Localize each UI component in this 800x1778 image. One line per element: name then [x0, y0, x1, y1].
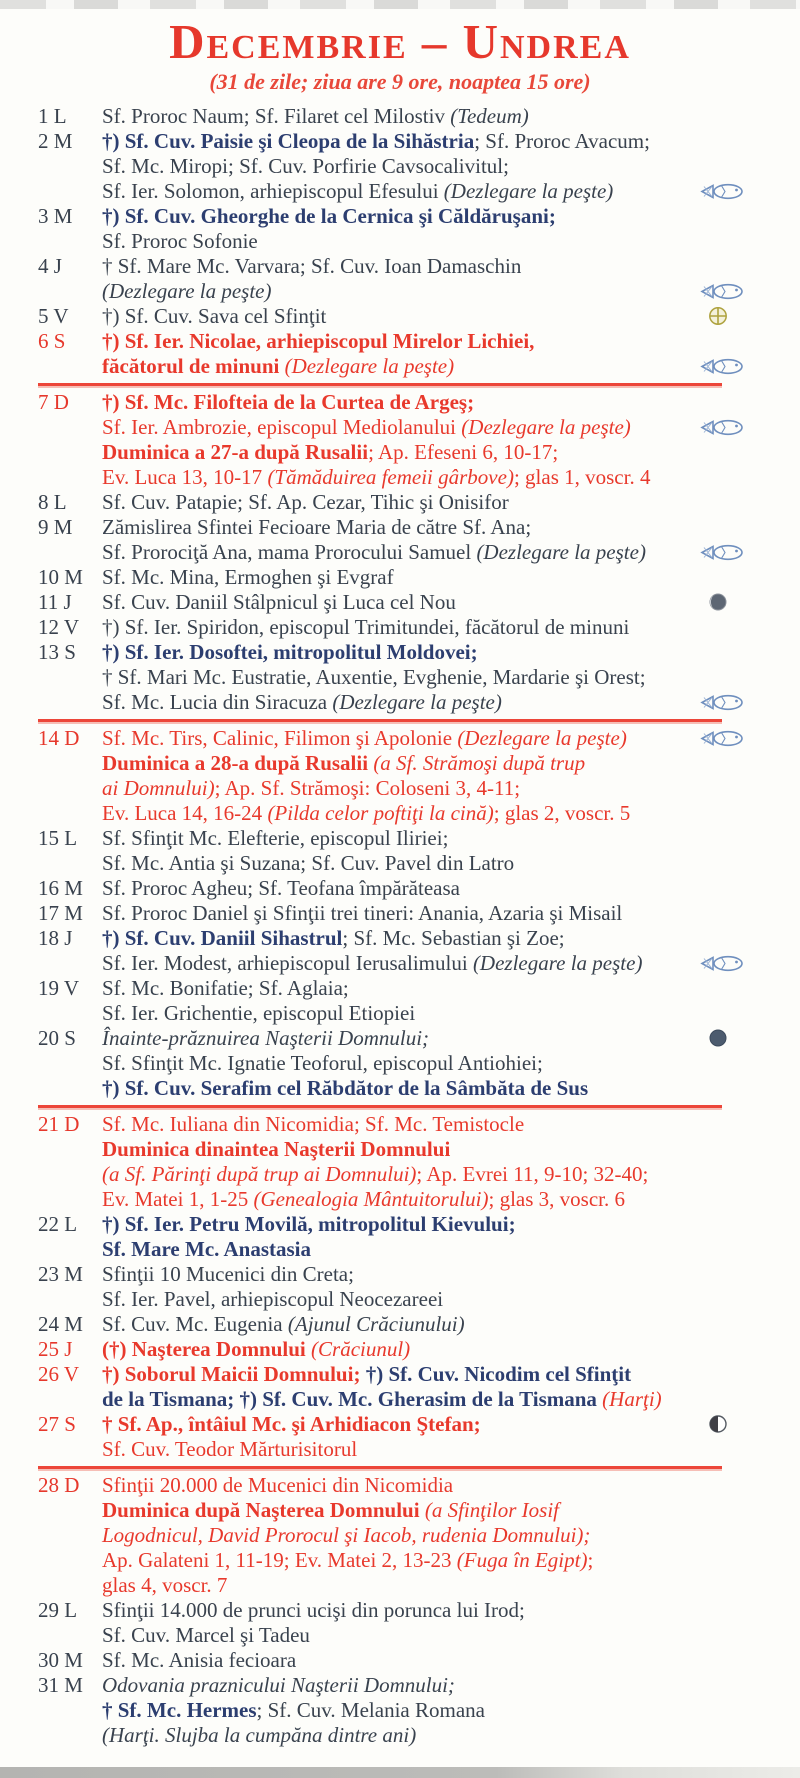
entry-text: Sf. Proroc Agheu; Sf. Teofana împărăteasa: [102, 876, 460, 900]
entry-text: (Genealogia Mântuitorului): [253, 1187, 489, 1211]
last-quarter-moon-icon: [708, 592, 728, 612]
day-entries: [102, 1648, 800, 1673]
calendar-day-row: [0, 1648, 800, 1673]
day-entries: [102, 1026, 800, 1101]
entry-text: †) Sf. Ier. Petru Movilă, mitropolitul Kievului;: [102, 1212, 516, 1236]
day-entries: [102, 304, 800, 329]
fish-icon: [700, 418, 746, 437]
entry-text: Sf. Mc. Bonifatie; Sf. Aglaia;: [102, 976, 349, 1000]
entry-line: [102, 1473, 760, 1498]
entry-line: [102, 690, 760, 715]
calendar-day-row: [0, 490, 800, 515]
entry-text: † Sf. Ap., întâiul Mc. şi Arhidiacon Ştefan;: [102, 1412, 481, 1436]
entry-text: Duminica dinaintea Naşterii Domnului: [102, 1137, 451, 1161]
entry-text: Ev. Luca 14, 16-24: [102, 801, 268, 825]
entry-line: [102, 1723, 760, 1748]
entry-line: [102, 565, 760, 590]
entry-text: Sf. Prorociţă Ana, mama Prorocului Samuel: [102, 540, 477, 564]
calendar-day-row: [0, 1312, 800, 1337]
day-number-label: 24 M: [38, 1312, 83, 1336]
day-number-label: 23 M: [38, 1262, 83, 1286]
entry-text: Ev. Luca 13, 10-17: [102, 465, 268, 489]
calendar-day-row: [0, 1598, 800, 1648]
day-entries: [102, 1212, 800, 1262]
day-entries: [102, 1312, 800, 1337]
entry-text: ; Ap. Sf. Strămoşi: Coloseni 3, 4-11;: [214, 776, 521, 800]
entry-text: †) Sf. Cuv. Serafim cel Răbdător de la Sâmbăta de Sus: [102, 1076, 589, 1100]
entry-text: (Harţi): [602, 1387, 662, 1411]
calendar-day-row: [0, 1412, 800, 1462]
calendar-day-row: [0, 129, 800, 204]
entry-line: [102, 1387, 760, 1412]
entry-text: (Crăciunul): [311, 1337, 411, 1361]
calendar-day-row: [0, 1112, 800, 1212]
calendar-day-row: [0, 204, 800, 254]
entry-text: (Dezlegare la peşte): [102, 279, 272, 303]
entry-line: [102, 154, 760, 179]
day-entries: [102, 515, 800, 565]
entry-text: (Pilda celor poftiţi la cină): [267, 801, 494, 825]
entry-text: Sf. Ier. Modest, arhiepiscopul Ierusalimului: [102, 951, 473, 975]
entry-line: [102, 1523, 760, 1548]
entry-line: [102, 1698, 760, 1723]
page-top-edge-artifact: [0, 0, 800, 9]
entry-line: [102, 1187, 760, 1212]
entry-line: [102, 1673, 760, 1698]
day-number-label: 9 M: [38, 515, 73, 539]
calendar-rows: [0, 104, 800, 1748]
calendar-day-row: [0, 901, 800, 926]
fish-icon: [700, 282, 746, 301]
entry-text: ; Sf. Cuv. Melania Romana: [256, 1698, 485, 1722]
calendar-day-row: [0, 826, 800, 876]
entry-line: [102, 229, 760, 254]
sunday-separator-rule: [38, 383, 722, 386]
day-number-label: 1 L: [38, 104, 67, 128]
entry-text: † Sf. Mc. Hermes: [102, 1698, 257, 1722]
entry-text: (Dezlegare la peşte): [461, 415, 631, 439]
fish-icon: [700, 357, 746, 376]
day-number-label: 10 M: [38, 565, 83, 589]
entry-line: [102, 776, 760, 801]
day-entries: [102, 615, 800, 640]
day-number-label: 4 J: [38, 254, 62, 278]
entry-text: ; glas 2, voscr. 5: [493, 801, 631, 825]
entry-text: ai Domnului): [102, 776, 215, 800]
entry-text: (a Sf. Strămoşi după trup: [373, 751, 586, 775]
entry-line: [102, 1137, 760, 1162]
entry-text: ; glas 3, voscr. 6: [488, 1187, 626, 1211]
day-number-label: 13 S: [38, 640, 76, 664]
entry-line: [102, 329, 760, 354]
entry-text: Sf. Proroc Sofonie: [102, 229, 258, 253]
day-number-label: 26 V: [38, 1362, 80, 1386]
day-number-label: 27 S: [38, 1412, 76, 1436]
entry-text: †) Sf. Ier. Dosoftei, mitropolitul Moldovei;: [102, 640, 478, 664]
day-number-label: 5 V: [38, 304, 69, 328]
calendar-day-row: [0, 926, 800, 976]
entry-line: [102, 279, 760, 304]
entry-line: [102, 204, 760, 229]
entry-text: Sfinţii 10 Mucenici din Creta;: [102, 1262, 354, 1286]
entry-line: [102, 1162, 760, 1187]
entry-text: Sf. Mc. Anisia fecioara: [102, 1648, 297, 1672]
calendar-day-row: [0, 1212, 800, 1262]
entry-line: [102, 1598, 760, 1623]
entry-line: [102, 1573, 760, 1598]
entry-line: [102, 1112, 760, 1137]
entry-text: Sf. Cuv. Marcel şi Tadeu: [102, 1623, 310, 1647]
entry-line: [102, 1051, 760, 1076]
calendar-day-row: [0, 390, 800, 490]
entry-text: †) Sf. Cuv. Sava cel Sfinţit: [102, 304, 327, 328]
fish-icon: [700, 182, 746, 201]
day-number-label: 14 D: [38, 726, 80, 750]
month-subtitle: (31 de zile; ziua are 9 ore, noaptea 15 ore): [209, 69, 591, 94]
entry-text: ; Ap. Efeseni 6, 10-17;: [368, 440, 559, 464]
entry-line: [102, 901, 760, 926]
new-moon-icon: [708, 1028, 728, 1048]
entry-text: (Dezlegare la peşte): [457, 726, 627, 750]
calendar-day-row: [0, 1262, 800, 1312]
entry-line: [102, 465, 760, 490]
calendar-day-row: [0, 1026, 800, 1101]
day-entries: [102, 1673, 800, 1748]
entry-line: [102, 726, 760, 751]
day-entries: [102, 976, 800, 1026]
entry-text: glas 4, voscr. 7: [102, 1573, 228, 1597]
day-entries: [102, 1362, 800, 1412]
entry-line: [102, 415, 760, 440]
entry-line: [102, 179, 760, 204]
entry-text: Duminica a 27-a după Rusalii: [102, 440, 369, 464]
day-number-label: 28 D: [38, 1473, 80, 1497]
calendar-day-row: [0, 590, 800, 615]
day-entries: [102, 726, 800, 826]
entry-text: Sf. Ier. Pavel, arhiepiscopul Neocezareei: [102, 1287, 444, 1311]
day-number-label: 15 L: [38, 826, 78, 850]
entry-text: Sf. Mc. Iuliana din Nicomidia; Sf. Mc. Temistocle: [102, 1112, 525, 1136]
calendar-day-row: [0, 104, 800, 129]
entry-line: [102, 1237, 760, 1262]
entry-text: Sf. Sfinţit Mc. Ignatie Teoforul, episcopul Antiohiei;: [102, 1051, 543, 1075]
entry-text: Ap. Galateni 1, 11-19; Ev. Matei 2, 13-23: [102, 1548, 457, 1572]
calendar-day-row: [0, 329, 800, 379]
entry-text: Ev. Matei 1, 1-25: [102, 1187, 254, 1211]
day-number-label: 6 S: [38, 329, 66, 353]
day-number-label: 12 V: [38, 615, 80, 639]
day-entries: [102, 901, 800, 926]
entry-text: Sf. Mc. Miropi; Sf. Cuv. Porfirie Cavsocalivitul;: [102, 154, 509, 178]
day-number-label: 25 J: [38, 1337, 73, 1361]
sunday-separator-rule: [38, 719, 722, 722]
entry-line: [102, 1212, 760, 1237]
entry-line: [102, 1312, 760, 1337]
entry-text: Sf. Ier. Solomon, arhiepiscopul Efesului: [102, 179, 444, 203]
entry-line: [102, 1076, 760, 1101]
entry-line: [102, 640, 760, 665]
day-entries: [102, 254, 800, 304]
sunday-separator-rule: [38, 1466, 722, 1469]
first-quarter-moon-icon: [708, 1414, 728, 1434]
entry-text: Duminica a 28-a după Rusalii: [102, 751, 374, 775]
day-number-label: 29 L: [38, 1598, 78, 1622]
entry-text: ; glas 1, voscr. 4: [513, 465, 651, 489]
day-number-label: 18 J: [38, 926, 73, 950]
entry-line: [102, 851, 760, 876]
entry-line: [102, 665, 760, 690]
entry-line: [102, 1623, 760, 1648]
day-entries: [102, 876, 800, 901]
entry-text: Sf. Cuv. Teodor Mărturisitorul: [102, 1437, 358, 1461]
entry-text: Sf. Mare Mc. Anastasia: [102, 1237, 312, 1261]
entry-text: ; Ap. Evrei 11, 9-10; 32-40;: [416, 1162, 649, 1186]
entry-line: [102, 826, 760, 851]
entry-text: Sf. Ier. Ambrozie, episcopul Mediolanului: [102, 415, 462, 439]
day-number-label: 31 M: [38, 1673, 83, 1697]
calendar-day-row: [0, 726, 800, 826]
calendar-day-row: [0, 876, 800, 901]
entry-text: Sf. Ier. Grichentie, episcopul Etiopiei: [102, 1001, 416, 1025]
calendar-day-row: [0, 515, 800, 565]
day-entries: [102, 926, 800, 976]
entry-line: [102, 104, 760, 129]
entry-line: [102, 1287, 760, 1312]
entry-text: Duminica după Naşterea Domnului: [102, 1498, 425, 1522]
day-number-label: 16 M: [38, 876, 83, 900]
entry-text: de la Tismana; †) Sf. Cuv. Mc. Gherasim de la Tismana: [102, 1387, 603, 1411]
full-moon-icon: [708, 306, 728, 326]
entry-text: Sf. Mc. Mina, Ermoghen şi Evgraf: [102, 565, 394, 589]
entry-line: [102, 540, 760, 565]
day-entries: [102, 490, 800, 515]
entry-text: Sf. Mc. Antia şi Suzana; Sf. Cuv. Pavel din Latro: [102, 851, 515, 875]
day-number-label: 11 J: [38, 590, 72, 614]
entry-text: †) Sf. Ier. Spiridon, episcopul Trimitundei, făcătorul de minuni: [102, 615, 630, 639]
entry-text: (Dezlegare la peşte): [476, 540, 646, 564]
day-entries: [102, 1112, 800, 1212]
entry-text: Odovania praznicului Naşterii Domnului;: [102, 1673, 455, 1697]
entry-text: Sf. Cuv. Patapie; Sf. Ap. Cezar, Tihic şi Onisifor: [102, 490, 509, 514]
day-number-label: 19 V: [38, 976, 80, 1000]
fish-icon: [700, 954, 746, 973]
calendar-day-row: [0, 304, 800, 329]
day-number-label: 21 D: [38, 1112, 80, 1136]
entry-line: [102, 751, 760, 776]
calendar-day-row: [0, 1473, 800, 1598]
day-entries: [102, 104, 800, 129]
entry-text: Înainte-prăznuirea Naşterii Domnului;: [102, 1026, 430, 1050]
entry-text: Sf. Sfinţit Mc. Elefterie, episcopul Iliriei;: [102, 826, 449, 850]
calendar-day-row: [0, 1673, 800, 1748]
entry-text: †) Sf. Cuv. Nicodim cel Sfinţit: [365, 1362, 632, 1386]
month-header: [0, 0, 800, 95]
entry-text: (Dezlegare la peşte): [332, 690, 502, 714]
entry-line: [102, 515, 760, 540]
day-entries: [102, 329, 800, 379]
calendar-day-row: [0, 1337, 800, 1362]
entry-text: Sf. Cuv. Mc. Eugenia: [102, 1312, 288, 1336]
day-number-label: 22 L: [38, 1212, 78, 1236]
day-number-label: 30 M: [38, 1648, 83, 1672]
day-number-label: 7 D: [38, 390, 69, 414]
entry-line: [102, 304, 760, 329]
entry-line: [102, 590, 760, 615]
day-entries: [102, 204, 800, 254]
entry-text: † Sf. Mare Mc. Varvara; Sf. Cuv. Ioan Damaschin: [102, 254, 522, 278]
entry-text: Sf. Cuv. Daniil Stâlpnicul şi Luca cel Nou: [102, 590, 456, 614]
day-entries: [102, 565, 800, 590]
entry-line: [102, 1548, 760, 1573]
entry-line: [102, 390, 760, 415]
entry-text: †) Sf. Cuv. Paisie şi Cleopa de la Sihăstria: [102, 129, 475, 153]
entry-line: [102, 1026, 760, 1051]
entry-text: †) Soborul Maicii Domnului;: [102, 1362, 366, 1386]
entry-line: [102, 1648, 760, 1673]
day-number-label: 20 S: [38, 1026, 76, 1050]
day-entries: [102, 640, 800, 715]
entry-text: Logodnicul, David Prorocul şi Iacob, rudenia Domnului);: [102, 1523, 591, 1547]
entry-text: Sf. Proroc Daniel şi Sfinţii trei tineri: Anania, Azaria şi Misail: [102, 901, 623, 925]
fish-icon: [700, 729, 746, 748]
entry-line: [102, 1337, 760, 1362]
entry-text: (a Sf. Părinţi după trup ai Domnului): [102, 1162, 417, 1186]
entry-text: ; Sf. Mc. Sebastian şi Zoe;: [342, 926, 565, 950]
day-number-label: 2 M: [38, 129, 73, 153]
entry-text: †) Sf. Cuv. Daniil Sihastrul: [102, 926, 343, 950]
entry-line: [102, 976, 760, 1001]
entry-text: Sf. Mc. Tirs, Calinic, Filimon şi Apolonie: [102, 726, 458, 750]
day-entries: [102, 129, 800, 204]
entry-text: (Tedeum): [450, 104, 529, 128]
calendar-day-row: [0, 615, 800, 640]
entry-text: (Dezlegare la peşte): [472, 951, 643, 975]
day-number-label: 17 M: [38, 901, 83, 925]
entry-line: [102, 801, 760, 826]
entry-line: [102, 876, 760, 901]
fish-icon: [700, 693, 746, 712]
day-entries: [102, 590, 800, 615]
day-entries: [102, 826, 800, 876]
day-entries: [102, 1337, 800, 1362]
entry-line: [102, 1412, 760, 1437]
calendar-day-row: [0, 976, 800, 1026]
entry-text: (Fuga în Egipt): [456, 1548, 588, 1572]
day-entries: [102, 1473, 800, 1598]
entry-text: Sfinţii 20.000 de Mucenici din Nicomidia: [102, 1473, 454, 1497]
calendar-day-row: [0, 565, 800, 590]
entry-line: [102, 1362, 760, 1387]
entry-text: Zămislirea Sfintei Fecioare Maria de către Sf. Ana;: [102, 515, 532, 539]
entry-text: †) Sf. Cuv. Gheorghe de la Cernica şi Căldăruşani;: [102, 204, 556, 228]
calendar-day-row: [0, 640, 800, 715]
day-entries: [102, 1412, 800, 1462]
entry-line: [102, 1498, 760, 1523]
entry-line: [102, 1001, 760, 1026]
entry-line: [102, 440, 760, 465]
entry-text: †) Sf. Mc. Filofteia de la Curtea de Argeş;: [102, 390, 475, 414]
entry-text: ;: [587, 1548, 594, 1572]
entry-text: (Ajunul Crăciunului): [287, 1312, 465, 1336]
entry-text: (Dezlegare la peşte): [443, 179, 614, 203]
entry-text: (†) Naşterea Domnului: [102, 1337, 312, 1361]
entry-text: †) Sf. Ier. Nicolae, arhiepiscopul Mirelor Lichiei,: [102, 329, 535, 353]
day-entries: [102, 1598, 800, 1648]
page-bottom-edge-artifact: [0, 1767, 800, 1778]
entry-text: † Sf. Mari Mc. Eustratie, Auxentie, Evghenie, Mardarie şi Orest;: [102, 665, 646, 689]
entry-text: Sf. Mc. Lucia din Siracuza: [102, 690, 333, 714]
entry-line: [102, 951, 760, 976]
entry-text: (Harţi. Slujba la cumpăna dintre ani): [102, 1723, 417, 1747]
day-entries: [102, 390, 800, 490]
entry-text: Sf. Proroc Naum; Sf. Filaret cel Milostiv: [102, 104, 451, 128]
entry-text: Sfinţii 14.000 de prunci ucişi din porunca lui Irod;: [102, 1598, 525, 1622]
fish-icon: [700, 543, 746, 562]
calendar-day-row: [0, 1362, 800, 1412]
entry-line: [102, 490, 760, 515]
entry-text: (Dezlegare la peşte): [284, 354, 455, 378]
entry-text: (a Sfinţilor Iosif: [424, 1498, 560, 1522]
entry-text: ; Sf. Proroc Avacum;: [474, 129, 650, 153]
entry-line: [102, 1262, 760, 1287]
month-title: Decembrie – Undrea: [169, 14, 631, 69]
entry-text: (Tămăduirea femeii gârbove): [267, 465, 514, 489]
sunday-separator-rule: [38, 1105, 722, 1108]
day-number-label: 8 L: [38, 490, 67, 514]
calendar-day-row: [0, 254, 800, 304]
entry-line: [102, 615, 760, 640]
entry-line: [102, 1437, 760, 1462]
day-number-label: 3 M: [38, 204, 73, 228]
entry-line: [102, 129, 760, 154]
entry-text: făcătorul de minuni: [102, 354, 285, 378]
entry-line: [102, 254, 760, 279]
day-entries: [102, 1262, 800, 1312]
entry-line: [102, 354, 760, 379]
entry-line: [102, 926, 760, 951]
